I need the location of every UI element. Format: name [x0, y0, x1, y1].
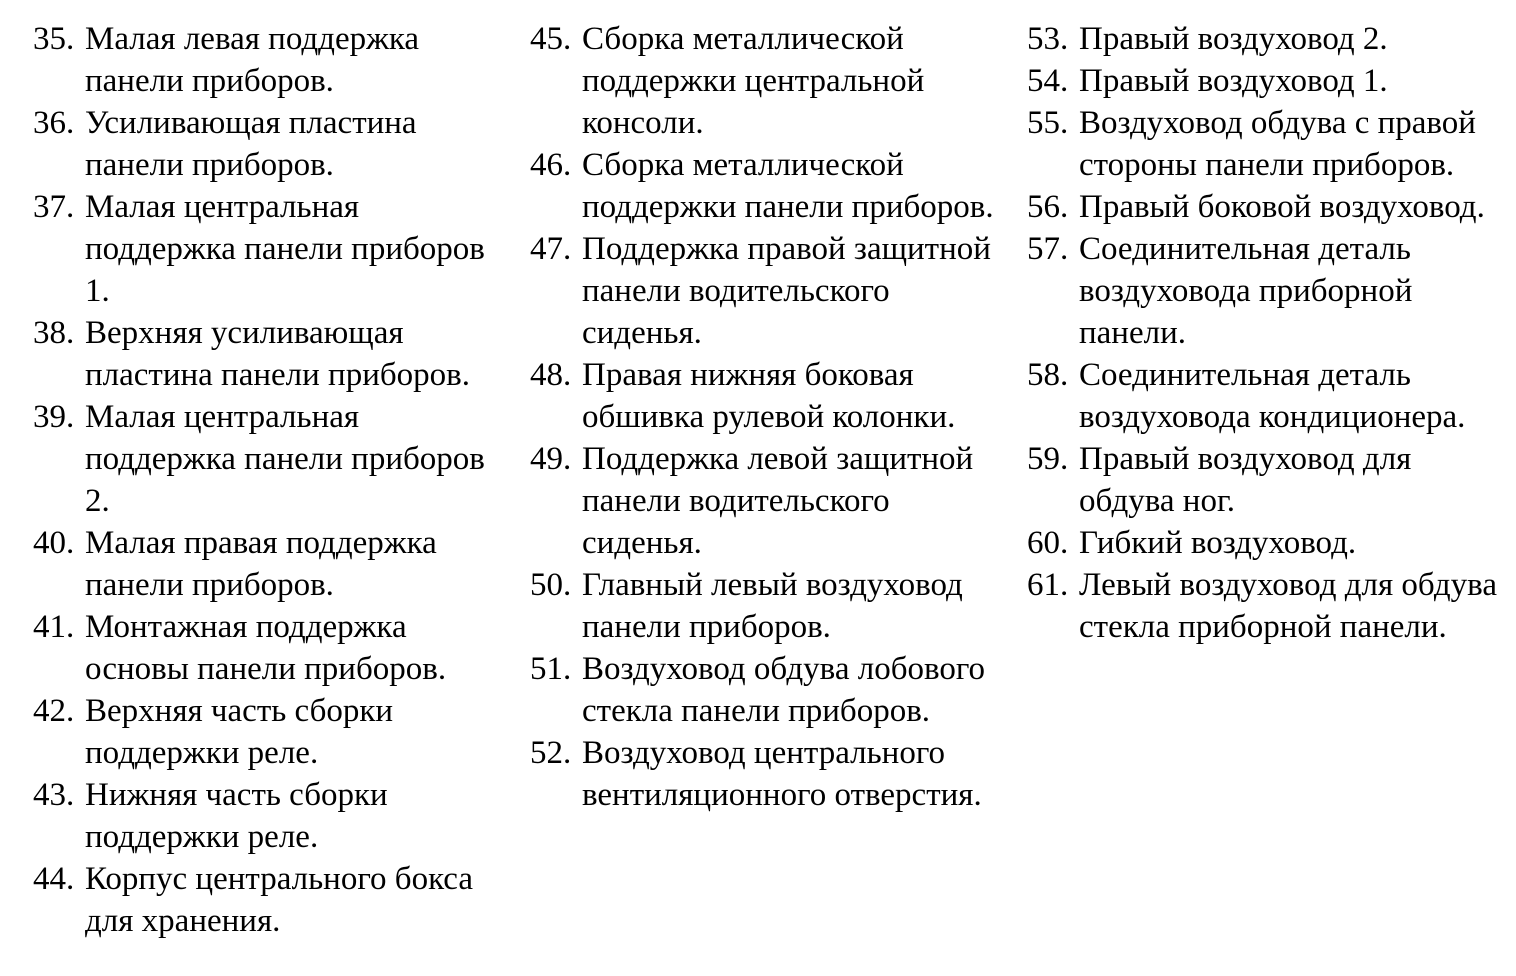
- list-item: [530, 648, 1014, 732]
- list-item-text: Главный левый воздуховод панели приборов.: [582, 567, 963, 645]
- list-item-text: Левый воздуховод для обдува стекла приборной панели.: [1079, 567, 1497, 645]
- list-item-text: Усиливающая пластина панели приборов.: [85, 105, 417, 183]
- list-item-number: 41.: [33, 609, 75, 645]
- list-item: [33, 396, 517, 522]
- list-item: [1027, 102, 1511, 186]
- list-item-text: Правый боковой воздуховод.: [1079, 189, 1485, 225]
- list-item-text: Правая нижняя боковая обшивка рулевой колонки.: [582, 357, 956, 435]
- list-item: [530, 228, 1014, 354]
- list-item-text: Воздуховод обдува с правой стороны панели приборов.: [1079, 105, 1476, 183]
- list-item-number: 56.: [1027, 189, 1069, 225]
- list-item-number: 44.: [33, 861, 75, 897]
- list-item-number: 47.: [530, 231, 572, 267]
- list-item-number: 38.: [33, 315, 75, 351]
- list-item-text: Правый воздуховод для обдува ног.: [1079, 441, 1412, 519]
- list-item: [530, 354, 1014, 438]
- list-item-number: 57.: [1027, 231, 1069, 267]
- list-item-text: Поддержка левой защитной панели водительского сиденья.: [582, 441, 974, 561]
- list-item: [33, 186, 517, 312]
- list-item: [530, 564, 1014, 648]
- list-item: [1027, 438, 1511, 522]
- list-item-text: Малая центральная поддержка панели приборов 1.: [85, 189, 485, 309]
- list-item-text: Поддержка правой защитной панели водительского сиденья.: [582, 231, 991, 351]
- list-item-number: 35.: [33, 21, 75, 57]
- list-item-text: Сборка металлической поддержки панели приборов.: [582, 147, 994, 225]
- list-item-number: 39.: [33, 399, 75, 435]
- list-item: [530, 144, 1014, 228]
- list-item-number: 58.: [1027, 357, 1069, 393]
- list-item-number: 36.: [33, 105, 75, 141]
- list-item-text: Малая правая поддержка панели приборов.: [85, 525, 437, 603]
- list-item: [33, 858, 517, 942]
- list-item-number: 54.: [1027, 63, 1069, 99]
- list-item-text: Малая левая поддержка панели приборов.: [85, 21, 420, 99]
- list-item: [1027, 522, 1511, 564]
- list-item-number: 53.: [1027, 21, 1069, 57]
- list-item-text: Монтажная поддержка основы панели приборов.: [85, 609, 447, 687]
- list-item-text: Малая центральная поддержка панели приборов 2.: [85, 399, 485, 519]
- list-item-text: Соединительная деталь воздуховода приборной панели.: [1079, 231, 1413, 351]
- list-item-text: Соединительная деталь воздуховода кондиционера.: [1079, 357, 1466, 435]
- list-item-text: Правый воздуховод 2.: [1079, 21, 1388, 57]
- list-item: [1027, 564, 1511, 648]
- list-item-text: Корпус центрального бокса для хранения.: [85, 861, 473, 939]
- list-item-number: 51.: [530, 651, 572, 687]
- list-item: [1027, 186, 1511, 228]
- list-item: [1027, 60, 1511, 102]
- list-item: [33, 312, 517, 396]
- list-item-number: 59.: [1027, 441, 1069, 477]
- list-item-number: 55.: [1027, 105, 1069, 141]
- list-item: [1027, 18, 1511, 60]
- parts-list-column-3: [1027, 18, 1511, 942]
- list-item: [530, 438, 1014, 564]
- list-item-text: Верхняя часть сборки поддержки реле.: [85, 693, 394, 771]
- list-item-text: Верхняя усиливающая пластина панели приборов.: [85, 315, 470, 393]
- list-item: [1027, 228, 1511, 354]
- list-item-text: Нижняя часть сборки поддержки реле.: [85, 777, 388, 855]
- list-item-number: 46.: [530, 147, 572, 183]
- list-item-number: 37.: [33, 189, 75, 225]
- list-item: [1027, 354, 1511, 438]
- list-item: [33, 606, 517, 690]
- list-item: [33, 18, 517, 102]
- list-item-number: 40.: [33, 525, 75, 561]
- list-item-number: 61.: [1027, 567, 1069, 603]
- parts-list-column-2: [530, 18, 1014, 942]
- list-item-text: Сборка металлической поддержки центральной консоли.: [582, 21, 925, 141]
- list-item-text: Правый воздуховод 1.: [1079, 63, 1388, 99]
- list-item-number: 42.: [33, 693, 75, 729]
- list-item: [530, 732, 1014, 816]
- list-item-text: Воздуховод центрального вентиляционного отверстия.: [582, 735, 982, 813]
- list-item-number: 43.: [33, 777, 75, 813]
- list-item-number: 52.: [530, 735, 572, 771]
- list-item: [530, 18, 1014, 144]
- list-item-number: 50.: [530, 567, 572, 603]
- list-item-text: Гибкий воздуховод.: [1079, 525, 1357, 561]
- list-item-number: 49.: [530, 441, 572, 477]
- list-item-number: 60.: [1027, 525, 1069, 561]
- list-item: [33, 774, 517, 858]
- list-item: [33, 522, 517, 606]
- list-item: [33, 102, 517, 186]
- parts-list-column-1: [33, 18, 517, 942]
- list-item: [33, 690, 517, 774]
- list-item-number: 45.: [530, 21, 572, 57]
- list-item-text: Воздуховод обдува лобового стекла панели приборов.: [582, 651, 986, 729]
- list-item-number: 48.: [530, 357, 572, 393]
